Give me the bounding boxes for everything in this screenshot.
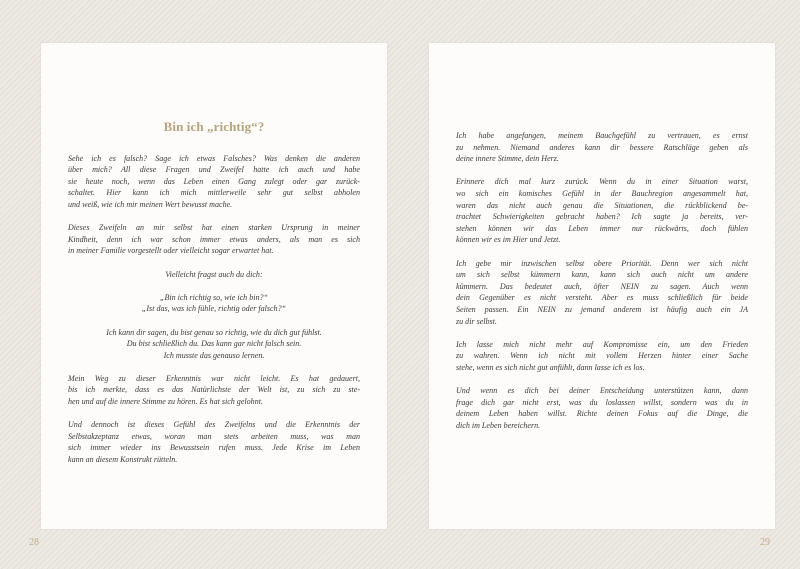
text-line: in meiner Familie vorgestellt oder vielleicht sogar erwartet hat. [68, 246, 274, 256]
text-line: kann an diesem Konstrukt rütteln. [68, 455, 178, 465]
paragraph [68, 153, 360, 211]
text-line: frage dich gar nicht erst, was du loslassen willst, sondern was du in [456, 397, 748, 407]
text-line: Ich gebe mir inzwischen selbst obere Priorität. Denn wer sich nicht [456, 258, 748, 268]
text-line: Ich lasse mich nicht mehr auf Kompromisse ein, um den Frieden [456, 339, 748, 349]
text-line: Du bist schließlich du. Das kann gar nicht falsch sein. [126, 339, 302, 349]
text-line: Erinnere dich mal kurz zurück. Wenn du in einer Situation warst, [456, 177, 748, 187]
page-number-right: 29 [760, 537, 770, 548]
text-line: Ich habe angefangen, meinem Bauchgefühl zu vertrauen, es ernst [456, 131, 748, 140]
text-line: schaltet. Hier kann ich mich mittlerweile sehr gut selbst abholen [68, 188, 360, 198]
text-line: sie heute noch, wenn das Leben einen Gang zulegt oder gar zurück- [68, 176, 360, 186]
paragraph [456, 385, 748, 431]
text-line: Selbstakzeptanz etwas, woran man stets arbeiten muss, was man [68, 431, 360, 441]
paragraph [456, 258, 748, 328]
paragraph [68, 327, 360, 362]
text-line: stehe, wenn es sich nicht gut anfühlt, dann lasse ich es los. [456, 362, 645, 372]
text-line: zu wahren. Wenn ich nicht mit vollem Herzen hinter einer Sache [456, 351, 748, 361]
text-line: deinem Leben haben willst. Richte deinen Fokus auf die Dinge, die [456, 409, 748, 419]
text-line: stehen können wir das Leben immer nur rückwärts, doch fühlen [456, 223, 748, 233]
text-line: Und dennoch ist dieses Gefühl des Zweifelns und die Erkenntnis der [68, 420, 360, 430]
text-line: bis ich merkte, dass es das Natürlichste der Welt ist, zu sich zu ste- [68, 385, 360, 395]
paragraph [68, 222, 360, 257]
text-line: Sehe ich es falsch? Sage ich etwas Falsches? Was denken die anderen [68, 153, 360, 163]
right-page-body [456, 130, 748, 431]
text-line: zu nehmen. Niemand anderes kann dir bessere Ratschläge geben als [456, 142, 748, 152]
text-line: wo sich ein komisches Gefühl in der Bauchregion angesammelt hat, [456, 188, 748, 198]
text-line: zu dir selbst. [456, 316, 497, 326]
page-number-left: 28 [29, 537, 39, 548]
text-line: sich immer wieder ins Bewusstsein rufen muss. Jede Krise im Leben [68, 443, 360, 453]
text-line: Vielleicht fragst auch du dich: [165, 269, 263, 279]
chapter-title: Bin ich „richtig“? [163, 119, 265, 134]
left-page [41, 43, 387, 529]
text-line: Dieses Zweifeln an mir selbst hat einen starken Ursprung in meiner [68, 223, 360, 233]
text-line: Ich musste das genauso lernen. [163, 350, 265, 360]
text-line: dein Gegenüber es nicht versteht. Aber es muss schließlich für beide [456, 293, 748, 303]
text-line: können wir es im Hier und Jetzt. [456, 235, 561, 245]
paragraph [456, 176, 748, 246]
text-line: über mich? All diese Fragen und Zweifel hatte ich auch und habe [68, 165, 360, 175]
paragraph [68, 373, 360, 408]
text-line: und weiß, wie ich mir meinen Wert bewusst mache. [68, 199, 233, 209]
text-line: Seiten passen. Ein NEIN zu jemand anderem ist häufig auch ein JA [456, 304, 748, 314]
text-line: Kindheit, denn ich war schon immer etwas anders, als man es sich [68, 234, 360, 244]
paragraph [68, 419, 360, 465]
text-line: Und wenn es dich bei deiner Entscheidung unterstützen kann, dann [456, 386, 748, 396]
text-line: kümmern. Das bedeutet auch, öfter NEIN zu sagen. Auch wenn [456, 281, 748, 291]
paragraph [68, 269, 360, 281]
text-line: dich im Leben bereichern. [456, 420, 541, 430]
paragraph [456, 339, 748, 374]
right-page [429, 43, 775, 529]
text-line: deine innere Stimme, dein Herz. [456, 154, 559, 164]
text-line: trachtet Schwierigkeiten gebracht haben? Ich sagte ja bereits, ver- [456, 212, 748, 222]
text-line: „Bin ich richtig so, wie ich bin?“ [160, 292, 268, 302]
text-line: Mein Weg zu dieser Erkenntnis war nicht leicht. Es hat gedauert, [68, 373, 360, 383]
text-line: Ich kann dir sagen, du bist genau so richtig, wie du dich gut fühlst. [106, 327, 322, 337]
text-line: „Ist das, was ich fühle, richtig oder falsch?“ [141, 304, 287, 314]
text-line: um sich selbst kümmern kann, kann sich auch nicht um andere [456, 270, 748, 280]
text-line: waren das nicht auch genau die Situationen, die rückblickend be- [456, 200, 748, 210]
paragraph [68, 292, 360, 315]
text-line: hen und auf die innere Stimme zu hören. Es hat sich gelohnt. [68, 397, 263, 407]
left-page-body [68, 153, 360, 466]
paragraph [456, 130, 748, 165]
